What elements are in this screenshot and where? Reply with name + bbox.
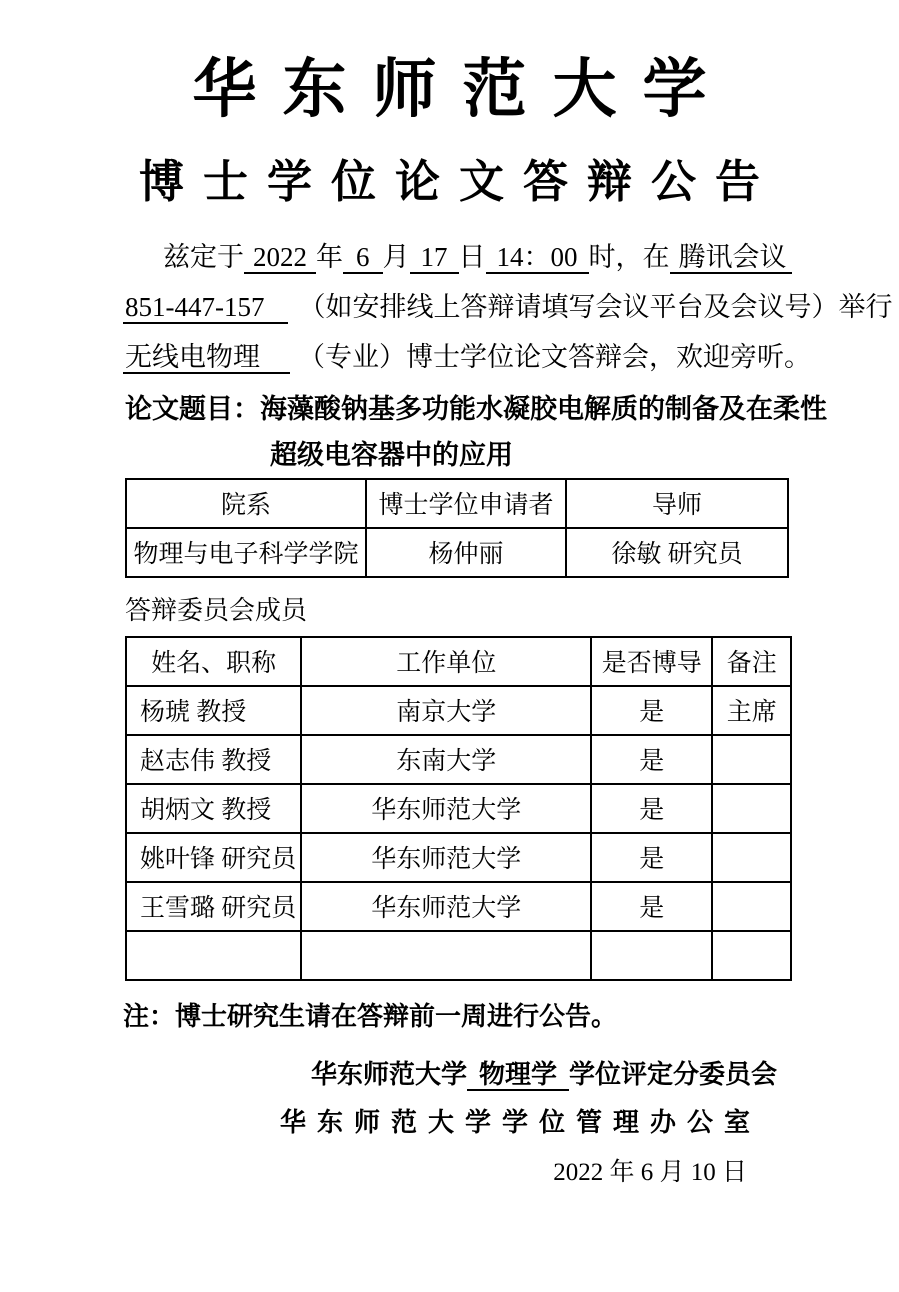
document-subtitle: 博士学位论文答辩公告	[138, 157, 779, 208]
line2-text: （如安排线上答辩请填写会议平台及会议号）举行	[298, 291, 893, 322]
committee-member-remark	[712, 735, 791, 784]
committee-header-affiliation: 工作单位	[301, 637, 591, 686]
committee-member-affiliation: 华东师范大学	[301, 882, 591, 931]
committee-member-supervisor: 是	[591, 882, 712, 931]
footer-degree-office-line: 华东师范大学学位管理办公室	[279, 1107, 761, 1137]
committee-member-name	[126, 931, 301, 980]
committee-section-label: 答辩委员会成员	[125, 595, 308, 625]
announcement-line-3	[123, 332, 899, 382]
day-label: 日	[458, 241, 486, 272]
info-cell-department: 物理与电子科学学院	[126, 528, 366, 577]
line3-text: （专业）博士学位论文答辩会，欢迎旁听。	[298, 341, 811, 372]
committee-row	[126, 882, 791, 931]
announcement-paragraph	[123, 232, 899, 382]
info-header-advisor: 导师	[566, 479, 788, 528]
committee-header-row	[126, 637, 791, 686]
committee-member-name: 胡炳文 教授	[126, 784, 301, 833]
university-title: 华东师范大学	[192, 54, 733, 125]
info-table-data-row	[126, 528, 788, 577]
thesis-title-block	[125, 386, 899, 478]
committee-header-remark: 备注	[712, 637, 791, 686]
time-blank: 14：00	[486, 242, 589, 274]
committee-row	[126, 686, 791, 735]
info-header-department: 院系	[126, 479, 366, 528]
committee-row-empty	[126, 931, 791, 980]
meeting-id-blank: 851-447-157	[123, 292, 288, 324]
committee-member-remark	[712, 882, 791, 931]
time-label: 时，在	[588, 241, 670, 272]
committee-member-affiliation: 南京大学	[301, 686, 591, 735]
footer-date: 2022 年 6 月 10 日	[553, 1158, 747, 1186]
thesis-label: 论文题目：	[125, 393, 260, 424]
announcement-prefix: 兹定于	[163, 241, 244, 272]
thesis-title-line-2	[270, 432, 899, 478]
committee-member-remark	[712, 784, 791, 833]
committee-row	[126, 833, 791, 882]
subcommittee-suffix: 学位评定分委员会	[568, 1059, 777, 1089]
committee-member-supervisor: 是	[591, 833, 712, 882]
subcommittee-prefix: 华东师范大学	[310, 1059, 467, 1089]
committee-member-supervisor: 是	[591, 686, 712, 735]
committee-member-name: 姚叶锋 研究员	[126, 833, 301, 882]
year-blank: 2022	[244, 242, 316, 274]
footer-note: 注：博士研究生请在答辩前一周进行公告。	[123, 1001, 618, 1031]
info-table-header-row	[126, 479, 788, 528]
committee-member-remark: 主席	[712, 686, 791, 735]
day-blank: 17	[410, 242, 459, 274]
thesis-title-line-1	[125, 386, 899, 432]
year-label: 年	[316, 241, 343, 272]
info-cell-advisor: 徐敏 研究员	[566, 528, 788, 577]
info-table	[125, 478, 789, 578]
major-blank: 无线电物理	[123, 342, 290, 374]
info-header-applicant: 博士学位申请者	[366, 479, 566, 528]
info-cell-applicant: 杨仲丽	[366, 528, 566, 577]
committee-member-name: 王雪璐 研究员	[126, 882, 301, 931]
thesis-title-text-1: 海藻酸钠基多功能水凝胶电解质的制备及在柔性	[260, 393, 827, 424]
committee-header-supervisor: 是否博导	[591, 637, 712, 686]
committee-member-affiliation: 华东师范大学	[301, 784, 591, 833]
footer-subcommittee-line	[0, 1059, 777, 1091]
committee-member-affiliation: 东南大学	[301, 735, 591, 784]
committee-row	[126, 735, 791, 784]
discipline-blank: 物理学	[467, 1060, 569, 1091]
thesis-title-text-2: 超级电容器中的应用	[270, 439, 513, 470]
committee-member-affiliation	[301, 931, 591, 980]
committee-member-remark	[712, 833, 791, 882]
month-label: 月	[382, 241, 410, 272]
month-blank: 6	[343, 242, 383, 274]
committee-member-remark	[712, 931, 791, 980]
platform-blank: 腾讯会议	[670, 242, 792, 274]
committee-member-name: 赵志伟 教授	[126, 735, 301, 784]
committee-header-name: 姓名、职称	[126, 637, 301, 686]
announcement-line-2	[123, 282, 899, 332]
committee-row	[126, 784, 791, 833]
committee-member-supervisor: 是	[591, 784, 712, 833]
committee-member-name: 杨琥 教授	[126, 686, 301, 735]
committee-member-affiliation: 华东师范大学	[301, 833, 591, 882]
announcement-line-1	[123, 232, 899, 282]
committee-member-supervisor: 是	[591, 735, 712, 784]
committee-member-supervisor	[591, 931, 712, 980]
committee-table	[125, 636, 792, 981]
